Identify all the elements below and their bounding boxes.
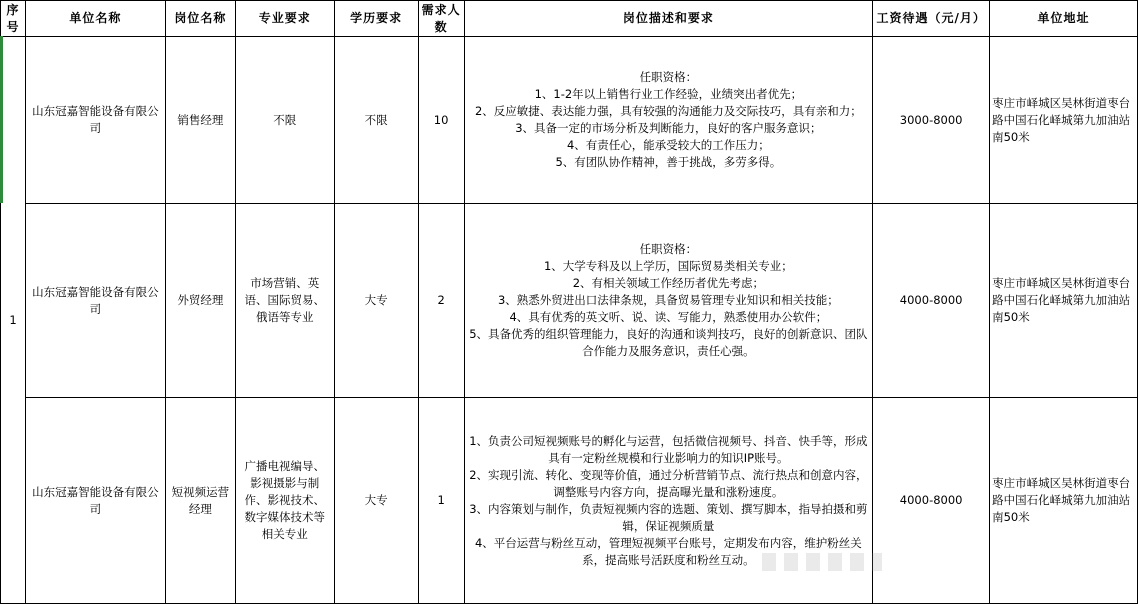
count-cell[interactable]: 1	[418, 398, 464, 604]
header-count[interactable]: 需求人数	[418, 1, 464, 37]
description-line: 1、大学专科及以上学历，国际贸易类相关专业；	[543, 259, 793, 273]
group-index-cell[interactable]: 1	[1, 37, 26, 604]
salary-cell[interactable]: 4000-8000	[873, 398, 990, 604]
description-line: 4、平台运营与粉丝互动，管理短视频平台账号，定期发布内容，维护粉丝关系，提高账号活跃度和粉丝互动。	[474, 535, 862, 567]
description-line: 1、1-2年以上销售行业工作经验，业绩突出者优先；	[534, 87, 803, 101]
header-description[interactable]: 岗位描述和要求	[464, 1, 873, 37]
company-cell[interactable]: 山东冠嘉智能设备有限公司	[25, 398, 165, 604]
description-line: 2、反应敏捷、表达能力强，具有较强的沟通能力及交际技巧，具有亲和力；	[474, 104, 862, 118]
header-salary[interactable]: 工资待遇（元/月）	[873, 1, 990, 37]
position-cell[interactable]: 外贸经理	[165, 204, 235, 398]
address-cell[interactable]: 枣庄市峄城区吴林街道枣台路中国石化峄城第九加油站南50米	[990, 37, 1138, 204]
header-company[interactable]: 单位名称	[25, 1, 165, 37]
description-line: 4、有责任心，能承受较大的工作压力；	[566, 138, 770, 152]
header-major[interactable]: 专业要求	[235, 1, 334, 37]
description-line: 3、熟悉外贸进出口法律条规，具备贸易管理专业知识和相关技能；	[497, 293, 839, 307]
table-row	[1, 37, 1138, 204]
description-line: 3、具备一定的市场分析及判断能力，良好的客户服务意识；	[515, 121, 822, 135]
description-line: 5、具备优秀的组织管理能力，良好的沟通和谈判技巧，良好的创新意识、团队合作能力及服务意识，责任心强。	[469, 327, 868, 358]
position-cell[interactable]: 短视频运营经理	[165, 398, 235, 604]
table-row	[1, 204, 1138, 398]
description-line: 4、具有优秀的英文听、说、读、写能力，熟悉使用办公软件；	[509, 310, 828, 324]
description-line: 2、有相关领域工作经历者优先考虑；	[572, 276, 765, 290]
description-cell[interactable]	[464, 204, 873, 398]
company-cell[interactable]: 山东冠嘉智能设备有限公司	[25, 37, 165, 204]
major-cell[interactable]: 广播电视编导、影视摄影与制作、影视技术、数字媒体技术等相关专业	[235, 398, 334, 604]
description-line: 3、内容策划与制作，负责短视频内容的选题、策划、撰写脚本，指导拍摄和剪辑，保证视频质量	[469, 501, 868, 533]
watermark-blur	[762, 553, 882, 571]
description-line: 1、负责公司短视频账号的孵化与运营，包括微信视频号、抖音、快手等，形成具有一定粉丝规模和行业影响力的知识IP账号。	[469, 433, 868, 465]
education-cell[interactable]: 大专	[334, 204, 418, 398]
position-cell[interactable]: 销售经理	[165, 37, 235, 204]
address-cell[interactable]: 枣庄市峄城区吴林街道枣台路中国石化峄城第九加油站南50米	[990, 204, 1138, 398]
count-cell[interactable]: 10	[418, 37, 464, 204]
header-education[interactable]: 学历要求	[334, 1, 418, 37]
major-cell[interactable]: 市场营销、英语、国际贸易、俄语等专业	[235, 204, 334, 398]
table-row	[1, 398, 1138, 604]
address-cell[interactable]: 枣庄市峄城区吴林街道枣台路中国石化峄城第九加油站南50米	[990, 398, 1138, 604]
header-index[interactable]: 序号	[1, 1, 26, 37]
description-line: 5、有团队协作精神，善于挑战，多劳多得。	[555, 155, 782, 169]
count-cell[interactable]: 2	[418, 204, 464, 398]
description-cell[interactable]	[464, 398, 873, 604]
header-address[interactable]: 单位地址	[990, 1, 1138, 37]
header-row	[1, 1, 1138, 37]
education-cell[interactable]: 大专	[334, 398, 418, 604]
description-line: 任职资格：	[639, 70, 698, 84]
header-position[interactable]: 岗位名称	[165, 1, 235, 37]
description-line: 任职资格：	[639, 242, 698, 256]
description-line: 2、实现引流、转化、变现等价值，通过分析营销节点、流行热点和创意内容，调整账号内容方向，提高曝光量和涨粉速度。	[469, 467, 868, 499]
description-cell[interactable]	[464, 37, 873, 204]
major-cell[interactable]: 不限	[235, 37, 334, 204]
salary-cell[interactable]: 4000-8000	[873, 204, 990, 398]
salary-cell[interactable]: 3000-8000	[873, 37, 990, 204]
education-cell[interactable]: 不限	[334, 37, 418, 204]
row-selection-indicator	[0, 36, 3, 203]
company-cell[interactable]: 山东冠嘉智能设备有限公司	[25, 204, 165, 398]
